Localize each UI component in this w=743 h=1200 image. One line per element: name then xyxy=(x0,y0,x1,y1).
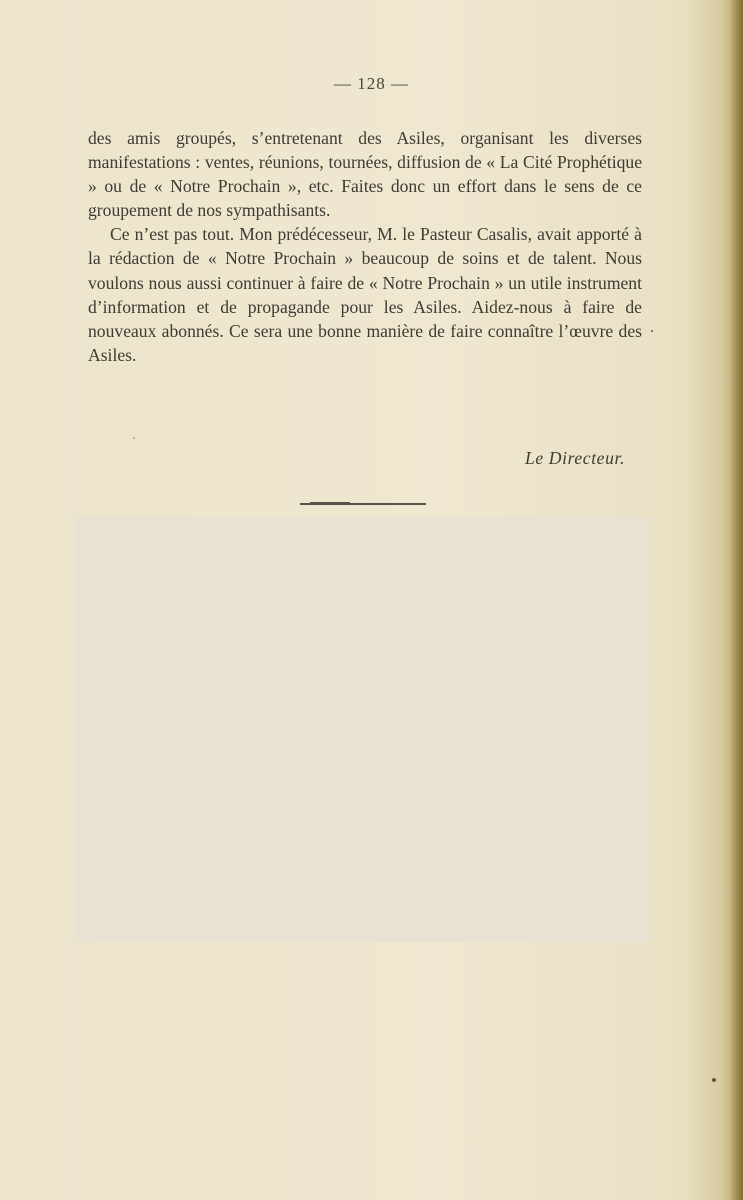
blank-image-area xyxy=(76,517,651,942)
signature: Le Directeur. xyxy=(525,448,625,468)
paragraph-second: Ce n’est pas tout. Mon prédécesseur, M. le Pasteur Casalis, avait apporté à la rédaction de « Notre Prochain » beaucoup de soins et de talent. Nous voulons nous aussi continuer à faire de « Notre Prochain » un utile instrument d’information et de propagande pour les Asiles. Aidez-nous à faire de nouveaux abonnés. Ce sera une bonne manière de faire connaître l’œuvre des Asiles. xyxy=(88,224,642,365)
dust-speck xyxy=(712,1078,716,1082)
section-divider xyxy=(300,503,426,505)
paragraph-continuation: des amis groupés, s’entretenant des Asiles, organisant les diverses manifestations : ventes, réunions, tournées, diffusion de « La Cité Prophétique » ou de « Notre Prochain », etc. Faites donc un effort dans le sens de ce groupement de nos sympathisants. xyxy=(88,128,642,221)
dust-speck xyxy=(133,437,135,439)
dust-speck xyxy=(651,330,653,332)
body-text xyxy=(88,126,642,367)
page-number: — 128 — xyxy=(334,74,409,93)
page-edge-shadow xyxy=(729,0,743,1200)
